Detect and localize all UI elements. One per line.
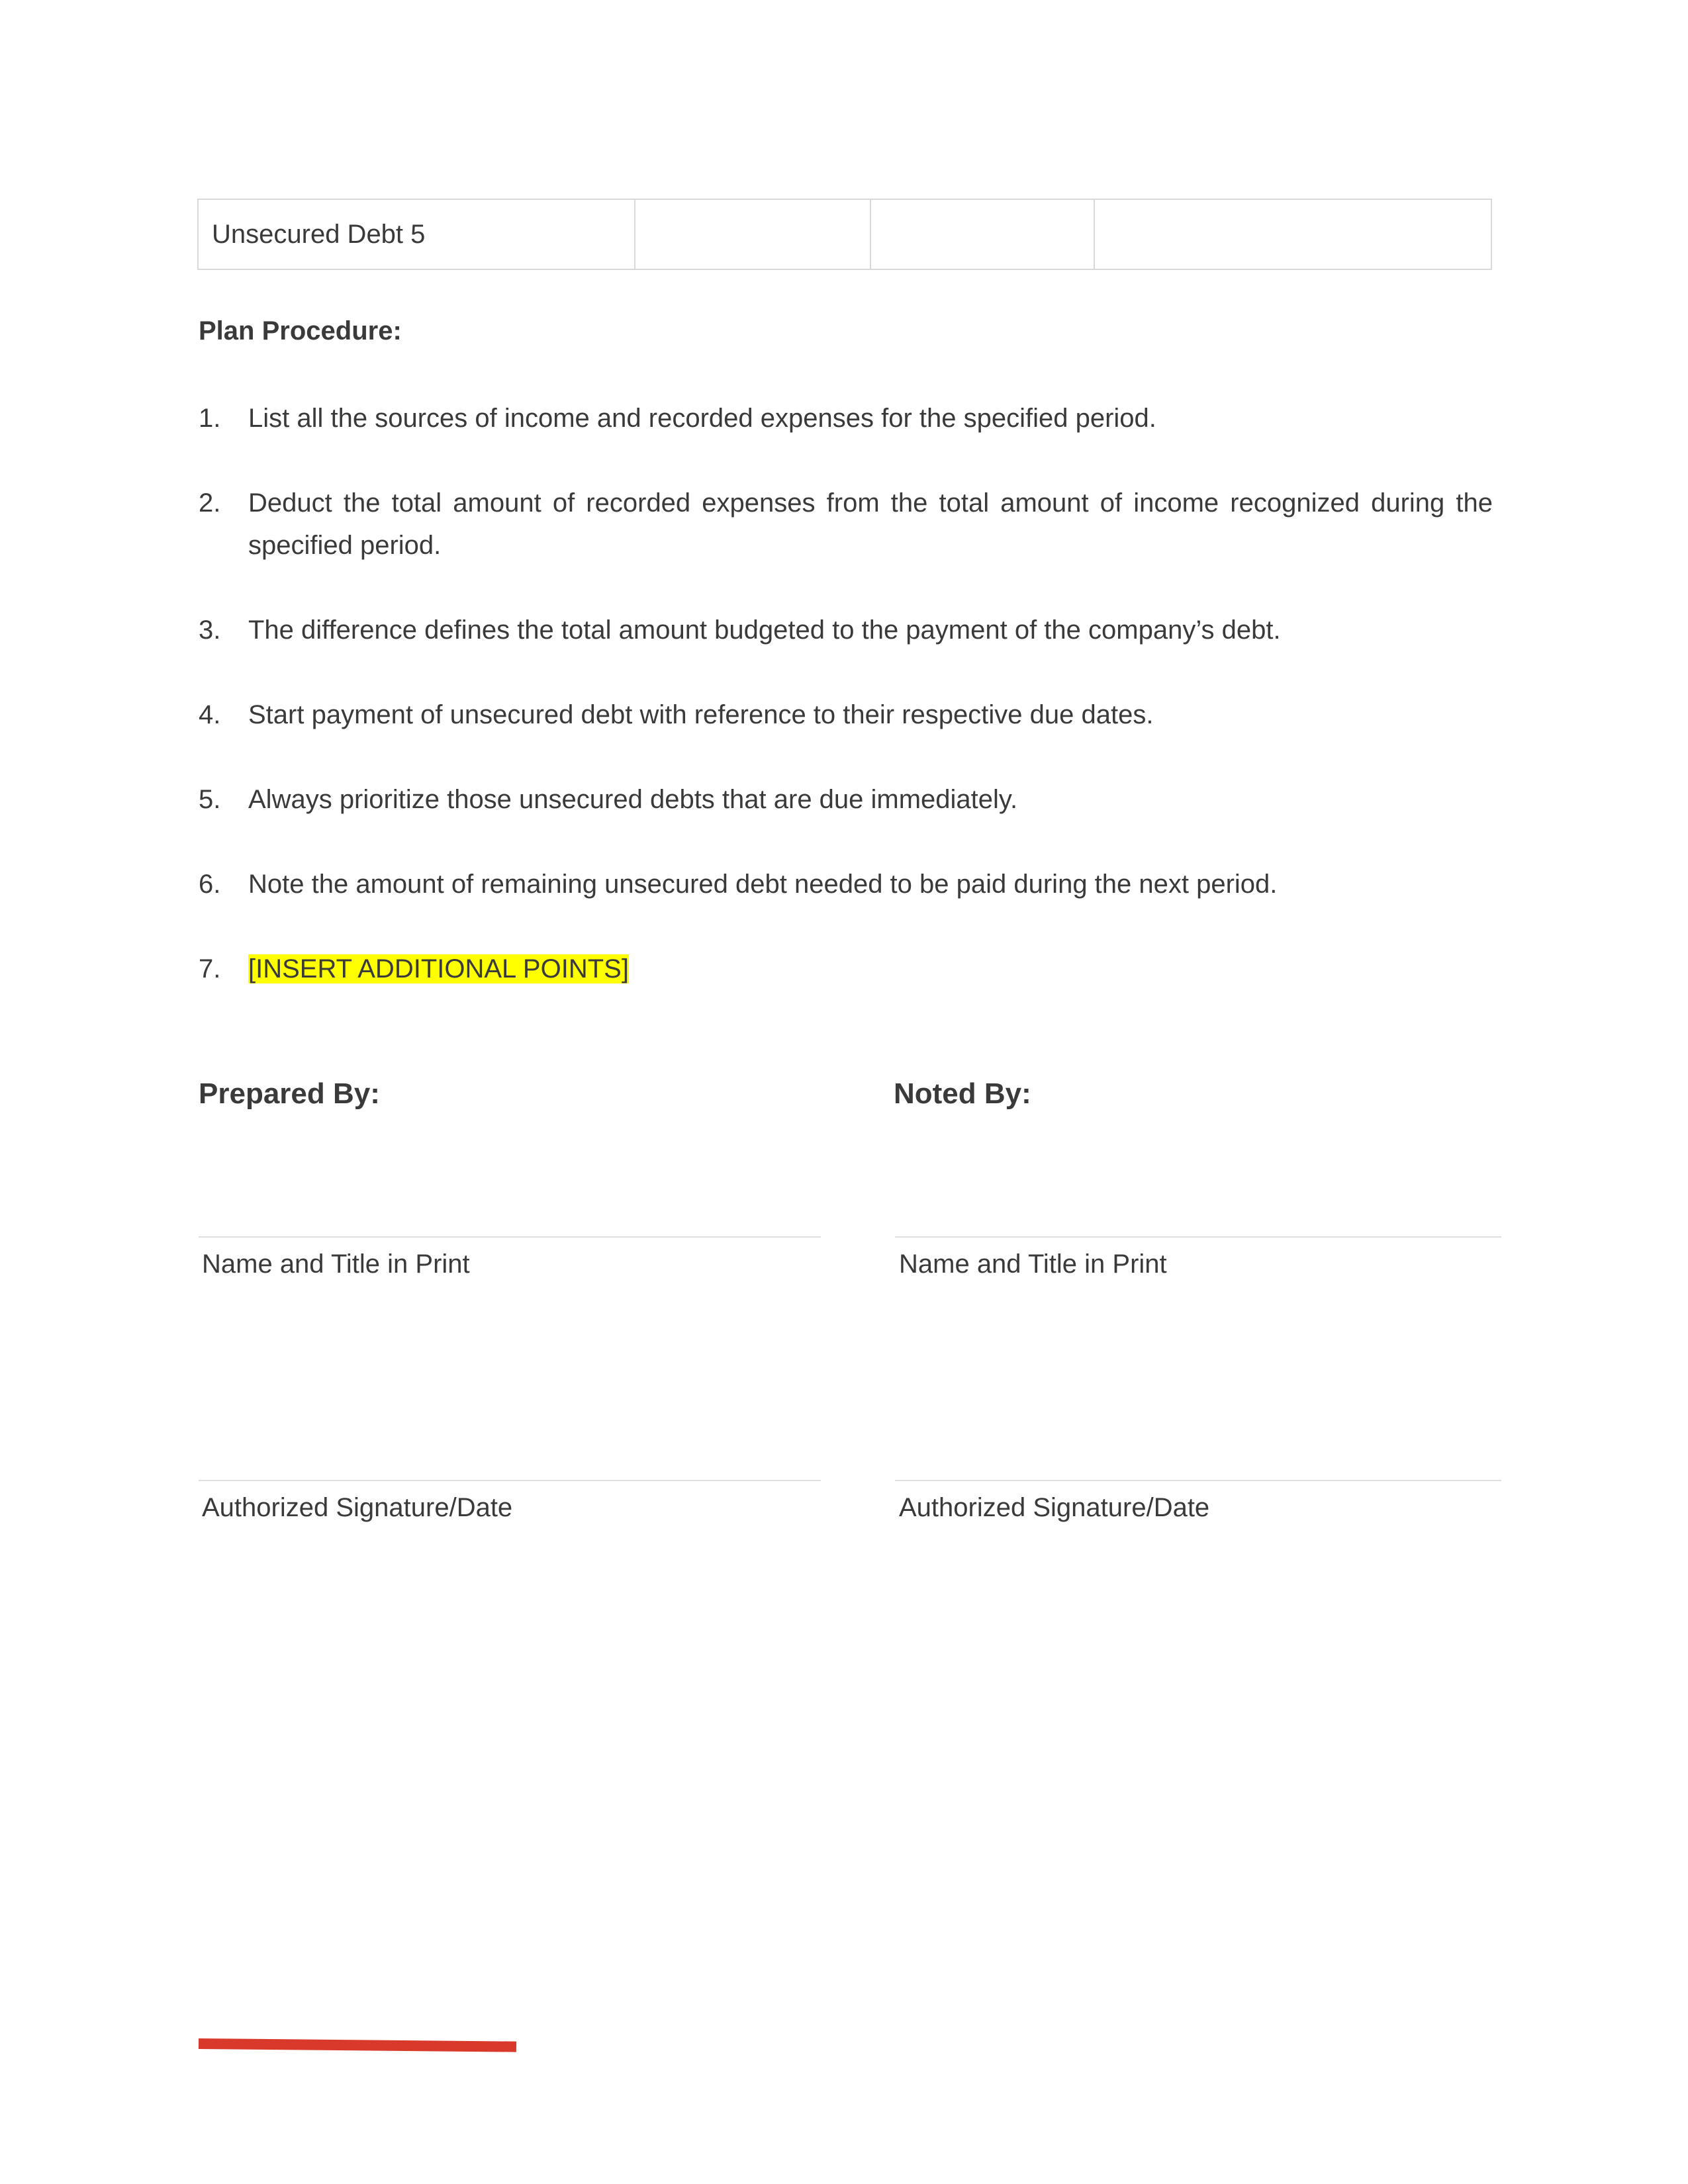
plan-procedure-heading: Plan Procedure: <box>199 316 402 345</box>
prepared-name-line[interactable] <box>199 1236 821 1238</box>
step-text: Start payment of unsecured debt with reference to their respective due dates. <box>248 700 1154 729</box>
noted-name-line[interactable] <box>895 1236 1501 1238</box>
step-number: 3. <box>199 615 221 645</box>
debt-value-cell[interactable] <box>870 199 1094 269</box>
prepared-signature-line[interactable] <box>199 1480 821 1481</box>
table-row <box>198 199 1491 269</box>
noted-by-heading: Noted By: <box>894 1077 1031 1110</box>
noted-signature-label: Authorized Signature/Date <box>899 1493 1210 1522</box>
debt-name-cell[interactable]: Unsecured Debt 5 <box>198 199 635 269</box>
step-text <box>248 948 1493 990</box>
step-text: Note the amount of remaining unsecured debt needed to be paid during the next period. <box>248 870 1278 899</box>
step-number: 4. <box>199 700 221 729</box>
step-text: The difference defines the total amount budgeted to the payment of the company’s debt. <box>248 615 1281 645</box>
prepared-by-heading: Prepared By: <box>199 1077 380 1110</box>
step-number: 1. <box>199 404 221 433</box>
step-number: 6. <box>199 870 221 899</box>
debt-value-cell[interactable] <box>635 199 870 269</box>
noted-signature-line[interactable] <box>895 1480 1501 1481</box>
prepared-name-label: Name and Title in Print <box>202 1250 470 1279</box>
step-text: Always prioritize those unsecured debts that are due immediately. <box>248 785 1018 814</box>
step-number: 7. <box>199 954 221 983</box>
footer-accent-bar <box>199 2038 516 2052</box>
placeholder-highlight[interactable]: [INSERT ADDITIONAL POINTS] <box>248 954 629 983</box>
noted-name-label: Name and Title in Print <box>899 1250 1167 1279</box>
step-number: 2. <box>199 488 221 518</box>
prepared-signature-label: Authorized Signature/Date <box>202 1493 513 1522</box>
step-number: 5. <box>199 785 221 814</box>
step-text: List all the sources of income and recorded expenses for the specified period. <box>248 404 1156 433</box>
unsecured-debt-table <box>197 199 1492 270</box>
step-text: Deduct the total amount of recorded expenses from the total amount of income recognized during the specified period. <box>248 488 1493 560</box>
debt-value-cell[interactable] <box>1094 199 1491 269</box>
